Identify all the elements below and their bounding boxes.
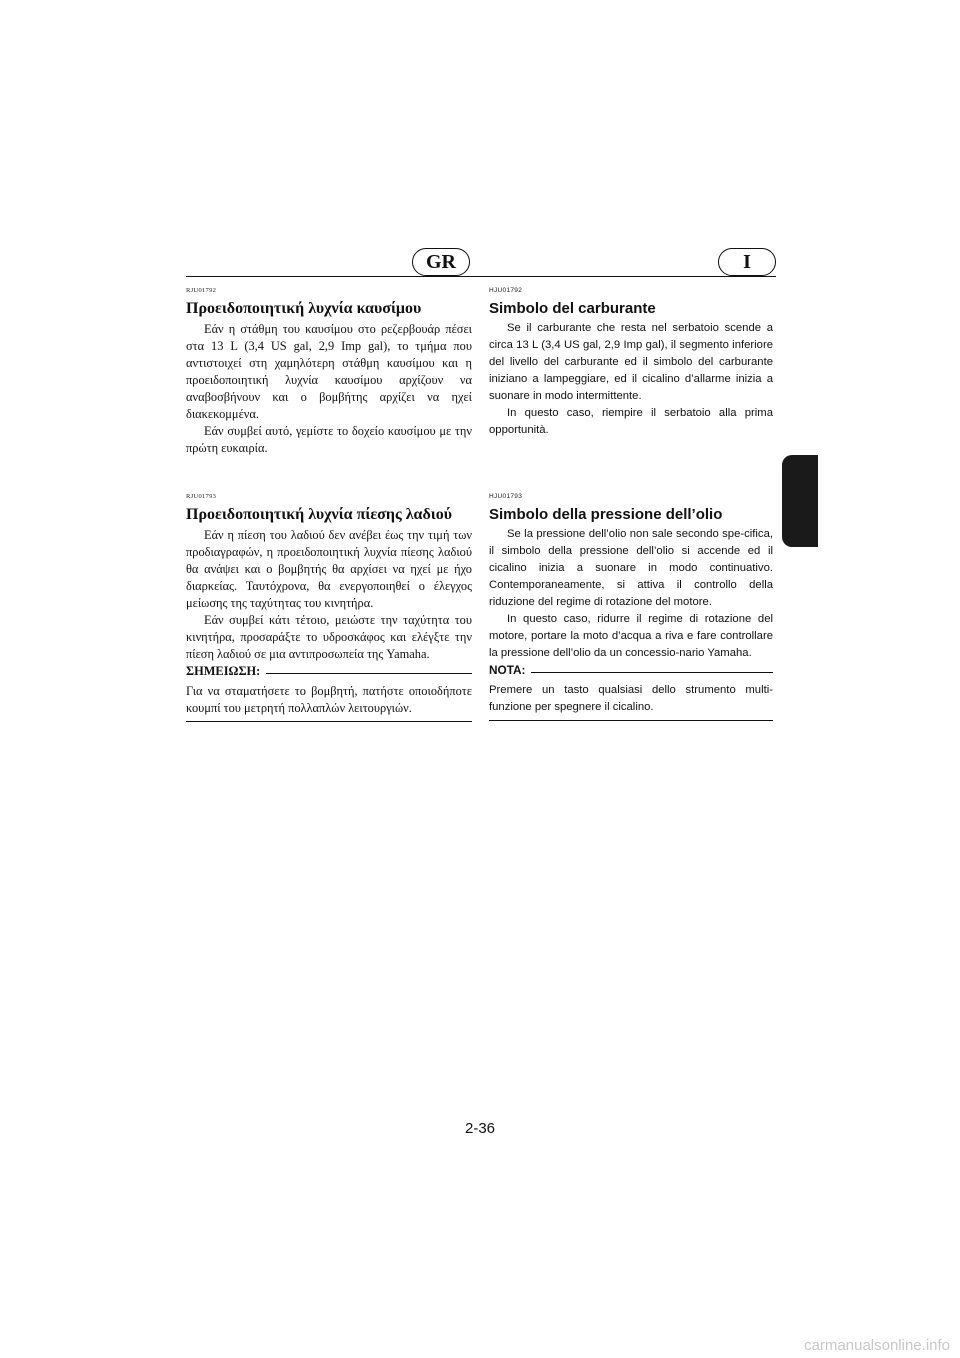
paragraph: Se il carburante che resta nel serbatoio scende a circa 13 L (3,4 US gal, 2,9 Imp gal), il segmento inferiore del livello del carburante ed il simbolo del carburante iniziano a lampeggiare, ed il cicalino d’allarme inizia a suonare in modo intermittente.: [489, 322, 773, 402]
note-label: ΣΗΜΕΙΩΣΗ:: [186, 664, 261, 678]
note-text: Για να σταματήσετε το βομβητή, πατήστε οποιοδήποτε κουμπί του μετρητή πολλαπλών λειτουργιών.: [186, 684, 472, 715]
section-code: RJU01792: [186, 287, 217, 294]
section-code: HJU01792: [489, 287, 523, 294]
note-end-rule: [489, 720, 773, 721]
note-end-rule: [186, 721, 472, 722]
footer-watermark: carmanualsonline.info: [804, 1337, 950, 1354]
paragraph: Εάν η πίεση του λαδιού δεν ανέβει έως την τιμή των προδιαγραφών, η προειδοποιητική λυχνία πίεσης λαδιού θα ανάψει και ο βομβητής θα αρχίσει να ηχεί με ήχο διαρκείας. Ταυτόχρονα, θα ενεργοποιηθεί ο έλεγχος μείωσης της ταχύτητας του κινητήρα.: [186, 528, 472, 610]
paragraph: Se la pressione dell’olio non sale secondo spe-cifica, il simbolo della pressione dell’olio si accende ed il cicalino inizia a suonare in modo continuativo. Contemporaneamente, si attiva il controllo della riduzione del regime di rotazione del motore.: [489, 528, 773, 608]
section-title: Simbolo del carburante: [489, 300, 656, 317]
paragraph: In questo caso, riempire il serbatoio alla prima opportunità.: [489, 407, 773, 436]
paragraph: Εάν συμβεί κάτι τέτοιο, μειώστε την ταχύτητα του κινητήρα, προσαράξτε το υδροσκάφος και ελέγξτε την πίεση λαδιού σε μια αντιπροσωπεία της Yamaha.: [186, 613, 472, 661]
section-code: RJU01793: [186, 493, 217, 500]
note-rule: [531, 672, 773, 673]
paragraph: In questo caso, ridurre il regime di rotazione del motore, portare la moto d’acqua a riva e fare controllare la pressione dell’olio da un concessio-nario Yamaha.: [489, 613, 773, 659]
section-title: Προειδοποιητική λυχνία καυσίμου: [186, 300, 422, 317]
italian-section-fuel: [489, 287, 773, 439]
note-header: [186, 663, 472, 680]
italian-section-oil-pressure: [489, 493, 773, 721]
header-rule: [186, 276, 776, 277]
note-label: NOTA:: [489, 663, 526, 677]
greek-section-fuel: [186, 287, 472, 457]
chapter-side-tab: [782, 455, 818, 547]
note-rule: [266, 673, 472, 674]
paragraph: Εάν συμβεί αυτό, γεμίστε το δοχείο καυσίμου με την πρώτη ευκαιρία.: [186, 424, 472, 455]
language-badge-greek: GR: [412, 248, 470, 276]
note-text: Premere un tasto qualsiasi dello strumento multi-funzione per spegnere il cicalino.: [489, 684, 773, 713]
section-title: Προειδοποιητική λυχνία πίεσης λαδιού: [186, 506, 453, 523]
note-header: [489, 662, 773, 679]
language-badge-italian: I: [718, 248, 776, 276]
page-number: 2-36: [464, 1120, 496, 1137]
section-title: Simbolo della pressione dell’olio: [489, 506, 723, 523]
section-code: HJU01793: [489, 493, 523, 500]
greek-section-oil-pressure: [186, 493, 472, 722]
paragraph: Εάν η στάθμη του καυσίμου στο ρεζερβουάρ πέσει στα 13 L (3,4 US gal, 2,9 Imp gal), το τμήμα που αντιστοιχεί στη χαμηλότερη στάθμη καυσίμου και η προειδοποιητική λυχνία καυσίμου αρχίζουν να αναβοσβήνουν και ο βομβήτης αρχίζει να ηχεί διακεκομμένα.: [186, 322, 472, 421]
